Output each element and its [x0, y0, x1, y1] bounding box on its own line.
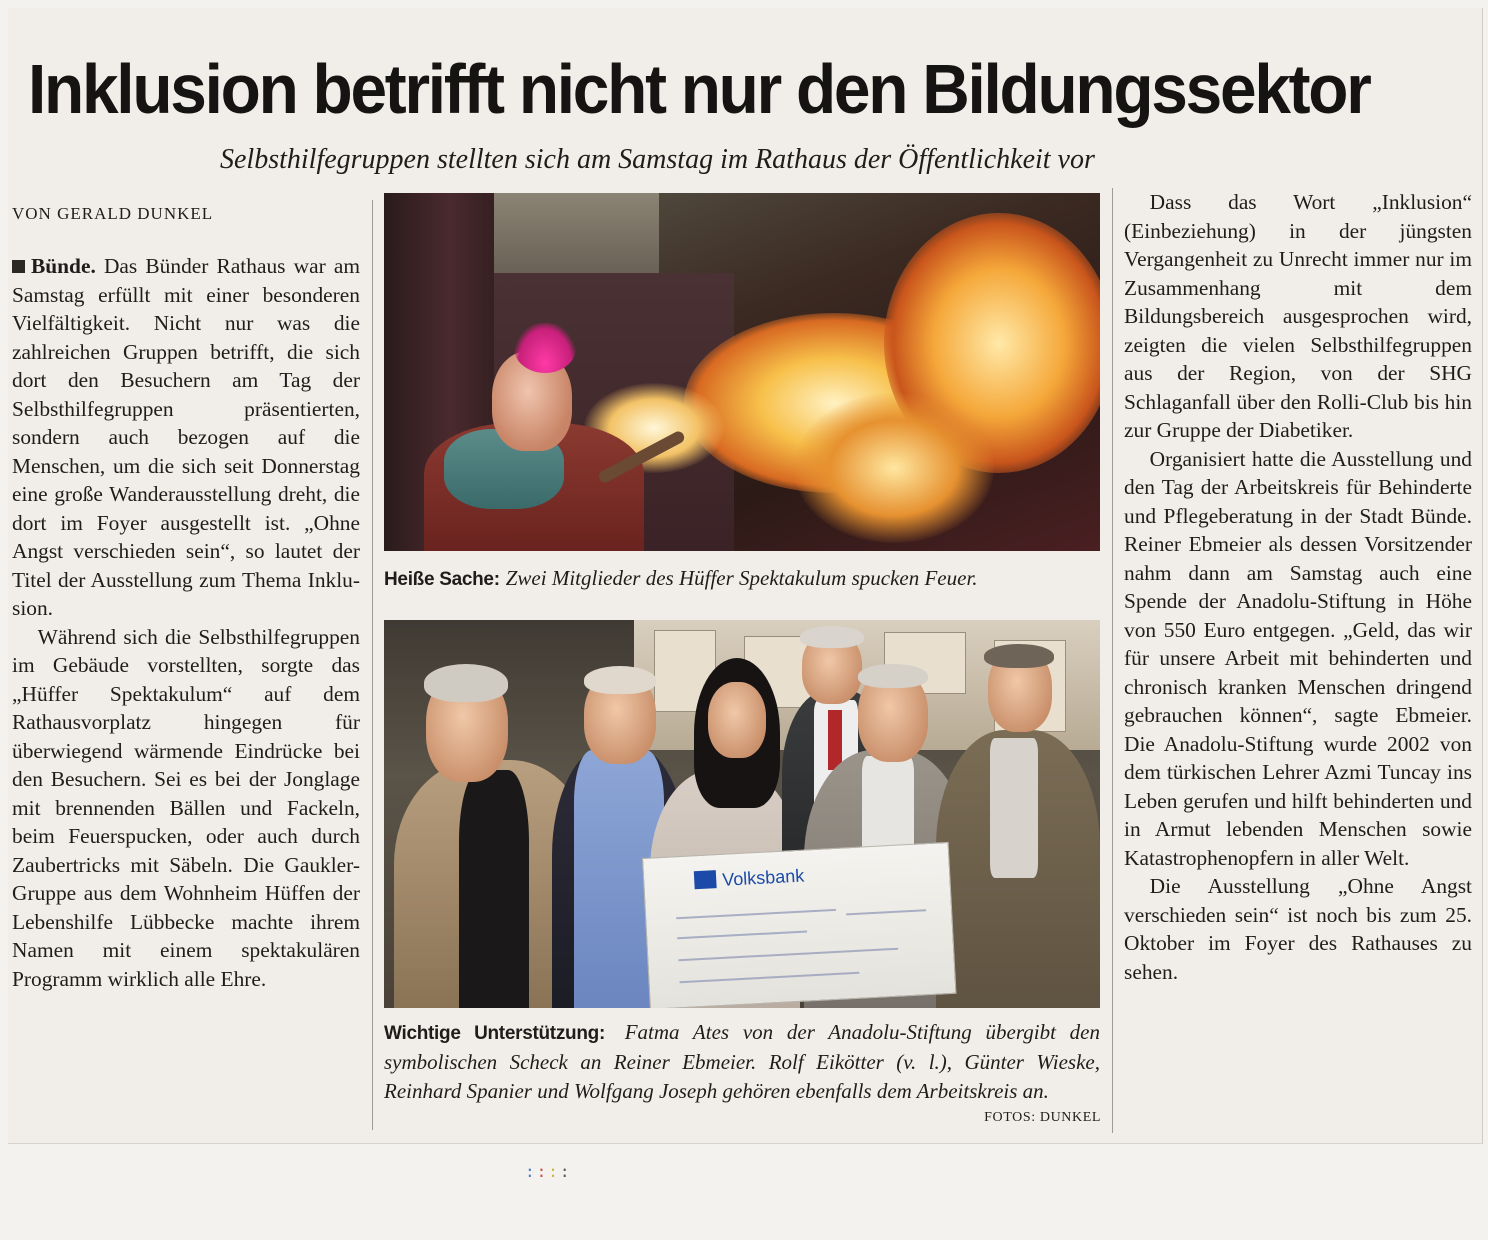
volksbank-logo-icon	[694, 870, 717, 889]
headline: Inklusion betrifft nicht nur den Bildungssektor	[28, 50, 1370, 128]
bleed-through-text	[20, 8, 360, 36]
scanner-color-marks: ::::	[525, 1162, 572, 1181]
caption-lead: Heiße Sache:	[384, 569, 500, 590]
paragraph: Die Ausstellung „Ohne Angst verschieden sein“ ist noch bis zum 25. Oktober im Foyer des Rathauses zu sehen.	[1124, 874, 1472, 984]
symbolic-cheque	[642, 842, 957, 1008]
caption-lead: Wichtige Unterstützung:	[384, 1023, 605, 1044]
photo-caption: Heiße Sache: Zwei Mitglieder des Hüffer Spektakulum spucken Feuer.	[384, 566, 978, 590]
photo-fire-breathing	[384, 193, 1100, 551]
paragraph: Bünde. Das Bünder Rathaus war am Samstag erfüllt mit einer besonderen Vielfältigkeit. Nicht nur was die zahlreichen Gruppen betrifft, die sich dort den Besuchern am Tag der Selbsthilfegruppen präsentierten, sondern auch bezogen auf die Menschen, um die sich seit Donnerstag eine große Wanderausstellung dreht, die dort im Foyer ausgestellt ist. „Ohne Angst verschieden sein“, so lautet der Titel der Ausstellung zum Thema Inklusion.	[12, 254, 360, 620]
paragraph: Während sich die Selbsthilfegruppen im Gebäude vorstellten, sorgte das „Hüffer Spektakulum“ auf dem Rathausvorplatz hingegen für überwiegend wärmende Eindrücke bei den Besuchern. Sei es bei der Jonglage mit brennenden Bällen und Fackeln, beim Feuerspucken, oder auch durch Zaubertricks mit Säbeln. Die Gaukler-Gruppe aus dem Wohnheim Hüffen der Lebenshilfe Lübbecke machte ihrem Namen mit einem spektakulären Programm wirklich alle Ehre.	[12, 624, 360, 991]
article-column-right	[1124, 188, 1472, 1138]
column-divider	[372, 200, 373, 1130]
photo-caption: Wichtige Unterstützung: Fatma Ates von der Anadolu-Stiftung übergibt den symbolischen Scheck an Reiner Ebmeier. Rolf Eikötter (v. l.), Günter Wieske, Reinhard Spanier und Wolfgang Joseph gehören ebenfalls dem Arbeitskreis an.	[384, 1020, 1100, 1103]
subheadline: Selbsthilfegruppen stellten sich am Samstag im Rathaus der Öffentlichkeit vor	[220, 144, 1095, 175]
bank-logo: Volksbank	[694, 859, 865, 894]
byline: VON GERALD DUNKEL	[12, 204, 214, 223]
photo-cheque-handover	[384, 620, 1100, 1008]
dateline: Bünde.	[31, 254, 96, 278]
paragraph: Dass das Wort „Inklusion“ (Einbeziehung) in der jüngsten Vergangenheit zu Unrecht immer nur im Zusammenhang mit dem Bildungsbereich ausgesprochen wird, zeigten die vielen Selbsthilfegruppen aus der Region, von der SHG Schlaganfall über den Rolli-Club bis hin zur Gruppe der Diabetiker.	[1124, 190, 1472, 442]
column-divider	[1112, 188, 1113, 1133]
article-column-left	[12, 252, 360, 1142]
photo-credit: FOTOS: DUNKEL	[984, 1110, 1101, 1125]
paragraph: Organisiert hatte die Ausstellung und den Tag der Arbeitskreis für Behinderte und Pflegeberatung in der Stadt Bünde. Reiner Ebmeier als dessen Vorsitzender nahm dann am Samstag auch eine Spende der Anadolu-Stiftung in Höhe von 550 Euro entgegen. „Geld, das wir für unsere Arbeit mit behinderten und chronisch kranken Menschen dringend gebrauchen können“, sagte Ebmeier. Die Anadolu-Stiftung wurde 2002 von dem türkischen Lehrer Azmi Tuncay ins Leben gerufen und hilft behinderten und in Armut lebenden Menschen sowie Katastrophenopfern in aller Welt.	[1124, 446, 1472, 870]
square-bullet-icon	[12, 260, 25, 273]
